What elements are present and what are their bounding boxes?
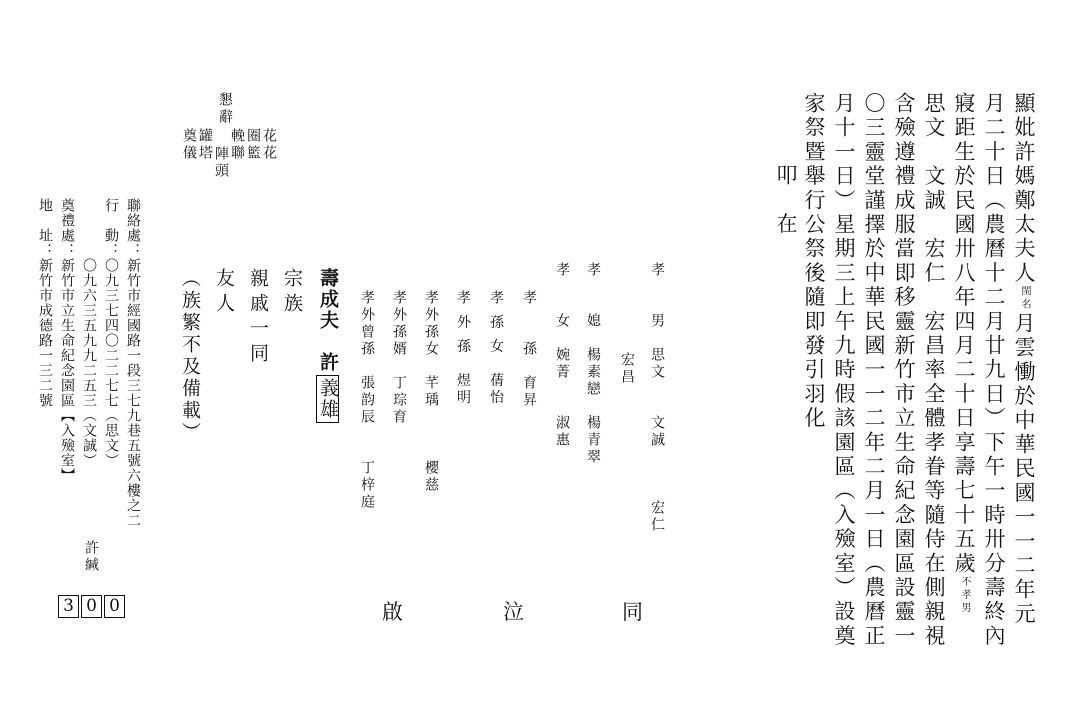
mourner-row: 孝 孫 女 蒨怡 (488, 290, 504, 407)
announcement-line: 含殮遵禮成服當即移靈新竹市立生命紀念園區設靈一 (892, 92, 916, 649)
announcement-line: 家祭暨舉行公祭後隨即發引羽化 (802, 92, 826, 431)
contact-line: 奠禮處：新竹市立生命紀念園區【入殮室】 (59, 198, 75, 483)
mourner-row: 孝 孫 育昇 (521, 290, 537, 409)
decline-heading: 懇辭 (217, 92, 233, 126)
mourner-row: 宏昌 (619, 352, 635, 386)
sender: 許緘 (83, 540, 99, 574)
announcement-line: 月十一日）星期三上午九時假該園區（入殮室）設奠 (832, 92, 856, 649)
mourner-row: 孝 男 思文 文誠 宏仁 (649, 262, 665, 534)
decline-item: 輓聯 (229, 128, 245, 162)
contact-line: 行 動：〇九三七四〇二二七七（思文） (103, 198, 119, 468)
contact-line: 地 址：新竹市成德路一三二號 (37, 198, 53, 408)
mourner-row: 孝外孫女 芊瑀 櫻慈 (423, 290, 439, 494)
relatives-line: （族繁不及備載） (179, 268, 201, 444)
announcement-line: 寢距生於民國卅八年四月二十日享壽七十五歲不孝男 (952, 92, 976, 616)
mourner-row: 孝 外 孫 煜明 (455, 290, 471, 407)
contact-line: 〇九六三五九九二五三（文誠） (81, 198, 97, 468)
decline-item: 花花 (261, 128, 277, 162)
relatives-line: 親戚一同 (247, 268, 269, 368)
decline-item: 罐塔 (197, 128, 213, 162)
contact-line: 聯絡處：新竹市經國路一段三七九巷五號六樓之二 (125, 198, 141, 528)
mourner-row: 孝外孫婿 丁琮育 (391, 290, 407, 426)
spouse-name: 壽成夫 許義雄 (316, 268, 339, 423)
relatives-line: 友人 (213, 268, 235, 318)
closing-char: 同 (622, 600, 643, 624)
relatives-line: 宗族 (281, 268, 303, 318)
decline-item: 奠儀 (181, 128, 197, 162)
decline-item: 圈籃 (245, 128, 261, 162)
code-boxes (58, 595, 125, 618)
announcement-line: 思文 文誠 宏仁 宏昌率全體孝眷等隨侍在側親視 (922, 92, 946, 649)
announcement-line: 月二十日（農曆十二月廿九日）下午一時卅分壽終內 (982, 92, 1006, 649)
decline-item: 陣頭 (213, 146, 229, 180)
spouse-given-name-box: 義雄 (316, 375, 339, 423)
closing-char: 泣 (503, 600, 524, 624)
code-digit: 0 (81, 595, 102, 618)
announcement-line: 顯妣許媽鄭太夫人閨名月雲慟於中華民國一一二年元 (1012, 92, 1036, 627)
code-digit: 0 (104, 595, 125, 618)
mourner-row: 孝 媳 楊素戀 楊青翠 (585, 262, 601, 466)
closing-char: 啟 (382, 600, 403, 624)
announcement-line: 叩 在 (774, 140, 798, 237)
announcement-line: 〇三靈堂謹擇於中華民國一一二年二月一日（農曆正 (862, 92, 886, 649)
mourner-row: 孝外曾孫 張韵辰 丁梓庭 (359, 290, 375, 511)
mourner-row: 孝 女 婉菁 淑惠 (554, 262, 570, 449)
code-digit: 3 (58, 595, 79, 618)
